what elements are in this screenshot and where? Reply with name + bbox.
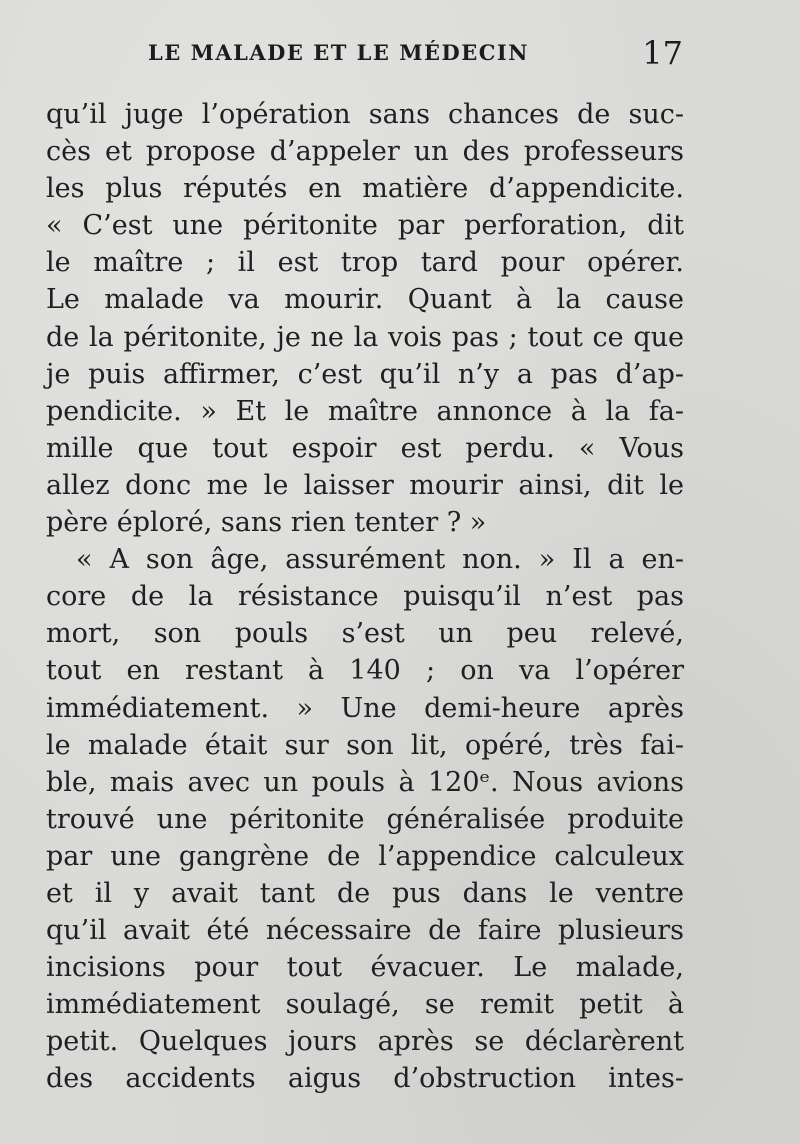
text-line: mort, son pouls s’est un peu relevé, (46, 618, 684, 650)
text-line: par une gangrène de l’appendice calculeux (46, 840, 684, 872)
text-line: mille que tout espoir est perdu. « Vous (46, 432, 684, 464)
page-number: 17 (642, 34, 683, 72)
body-text (46, 96, 684, 1098)
text-line: père éploré, sans rien tenter ? » (46, 507, 487, 539)
text-line: tout en restant à 140 ; on va l’opérer (46, 655, 684, 687)
text-line: Le malade va mourir. Quant à la cause (46, 284, 684, 316)
text-line: immédiatement soulagé, se remit petit à (46, 989, 684, 1021)
text-line: de la péritonite, je ne la vois pas ; tout ce que (46, 321, 684, 353)
text-line: qu’il avait été nécessaire de faire plusieurs (46, 915, 684, 947)
text-line: le maître ; il est trop tard pour opérer. (46, 247, 684, 279)
text-line: petit. Quelques jours après se déclarèrent (46, 1026, 684, 1058)
text-line: « A son âge, assurément non. » Il a en- (76, 544, 684, 576)
running-title: LE MALADE ET LE MÉDECIN (148, 40, 529, 65)
text-line: immédiatement. » Une demi-heure après (46, 692, 684, 724)
text-line: qu’il juge l’opération sans chances de suc- (46, 99, 684, 130)
text-line: je puis affirmer, c’est qu’il n’y a pas d’ap- (46, 358, 684, 390)
text-line: le malade était sur son lit, opéré, très fai- (46, 729, 684, 761)
text-line: core de la résistance puisqu’il n’est pas (46, 581, 684, 613)
text-line: trouvé une péritonite généralisée produite (46, 803, 684, 835)
text-line: les plus réputés en matière d’appendicite. (46, 173, 684, 205)
text-line: allez donc me le laisser mourir ainsi, dit le (46, 469, 684, 501)
text-line: cès et propose d’appeler un des professeurs (46, 136, 684, 168)
text-line: et il y avait tant de pus dans le ventre (46, 877, 684, 909)
running-head (148, 34, 683, 74)
text-line: incisions pour tout évacuer. Le malade, (46, 952, 684, 984)
text-line: ble, mais avec un pouls à 120ᵉ. Nous avions (46, 766, 684, 798)
text-line: pendicite. » Et le maître annonce à la fa- (46, 395, 684, 427)
text-line: « C’est une péritonite par perforation, dit (46, 210, 684, 242)
text-line: des accidents aigus d’obstruction intes- (46, 1063, 684, 1095)
